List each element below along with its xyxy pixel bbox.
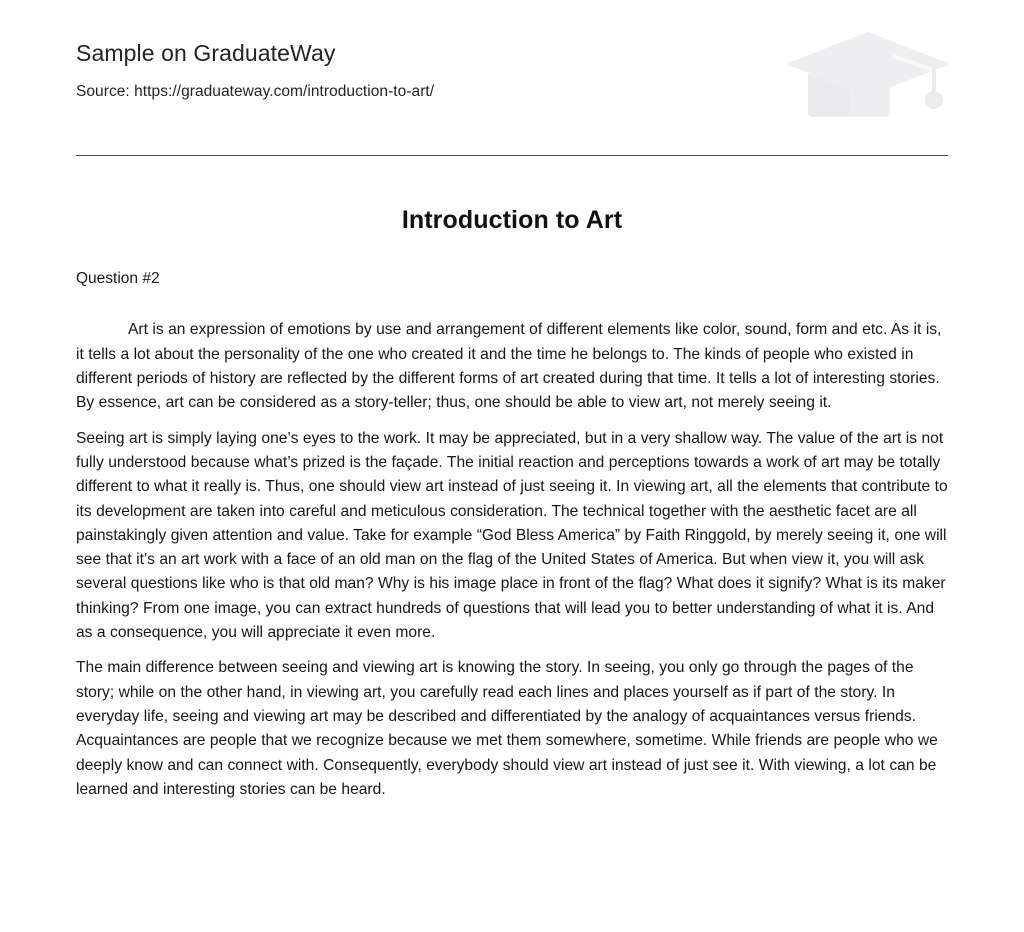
body-paragraph: Seeing art is simply laying one’s eyes to the work. It may be appreciated, but in a very shallow way. The value of the art is not fully understood because what’s prized is the façade. The initial reaction and perceptions towards a work of art may be totally different to what it really is. Thus, one should view art instead of just seeing it. In viewing art, all the elements that contribute to its development are taken into careful and meticulous consideration. The technical together with the aesthetic facet are all painstakingly given attention and value. Take for example “God Bless America” by Faith Ringgold, by merely seeing it, one will see that it’s an art work with a face of an old man on the flag of the United States of America. But when view it, you will ask several questions like who is that old man? Why is his image place in front of the flag? What does it signify? What is its maker thinking? From one image, you can extract hundreds of questions that will lead you to better understanding of what it is. And as a consequence, you will appreciate it even more. bbox=[76, 429, 948, 642]
source-url[interactable]: https://graduateway.com/introduction-to-art/ bbox=[134, 82, 435, 100]
question-label: Question #2 bbox=[76, 270, 160, 287]
body-paragraph: The main difference between seeing and viewing art is knowing the story. In seeing, you only go through the pages of the story; while on the other hand, in viewing art, you carefully read each lines and places yourself as if part of the story. In everyday life, seeing and viewing art may be described and differentiated by the analogy of acquaintances versus friends. Acquaintances are people that we recognize because we met them somewhere, sometime. While friends are people who we deeply know and can connect with. Consequently, everybody should view art instead of just see it. With viewing, a lot can be learned and interesting stories can be heard. bbox=[76, 659, 938, 798]
graduation-cap-icon bbox=[782, 28, 954, 122]
body-paragraph: Art is an expression of emotions by use and arrangement of different elements like color, sound, form and etc. As it is, it tells a lot about the personality of the one who created it and the time he belongs to. The kinds of people who existed in different periods of history are reflected by the different forms of art created during that time. It tells a lot of interesting stories. By essence, art can be considered as a story-teller; thus, one should be able to view art, not merely seeing it. bbox=[76, 321, 942, 412]
site-title: Sample on GraduateWay bbox=[76, 40, 336, 66]
source-label: Source: bbox=[76, 82, 130, 100]
page-title: Introduction to Art bbox=[401, 206, 623, 234]
document-body bbox=[76, 268, 948, 813]
header-divider bbox=[76, 155, 948, 156]
